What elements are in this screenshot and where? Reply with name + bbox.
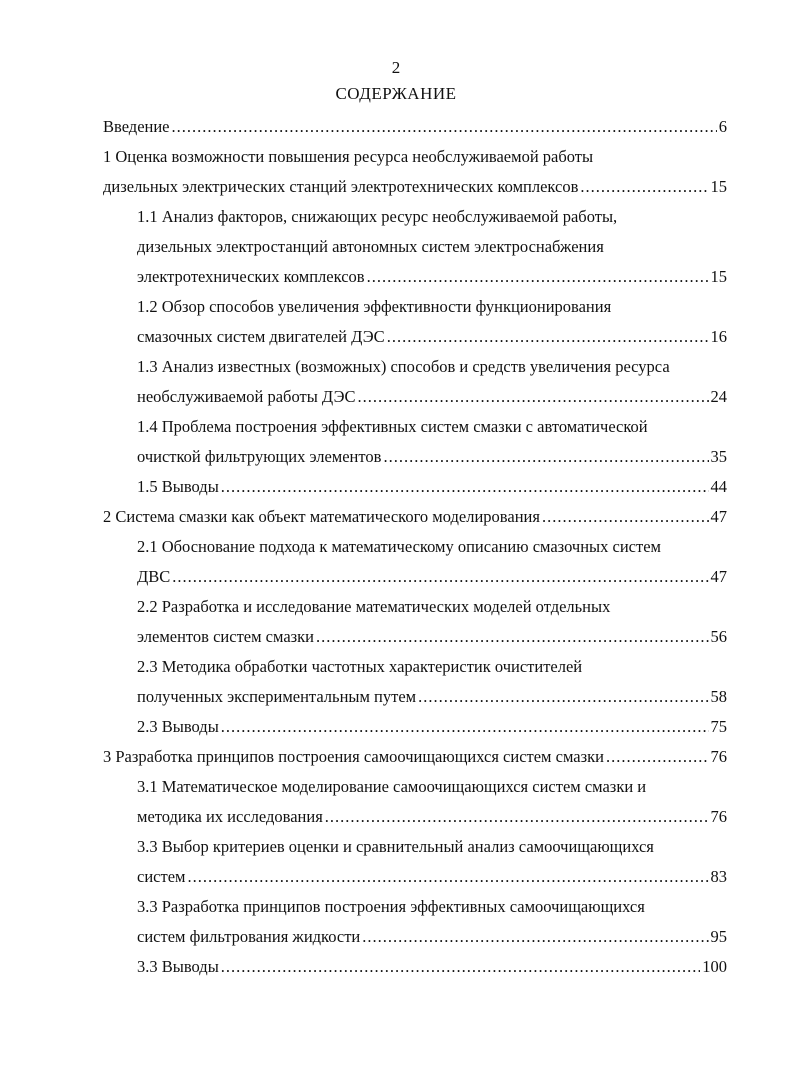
dot-leader bbox=[316, 622, 708, 652]
toc-entry-title: 2 Система смазки как объект математического моделирования bbox=[103, 507, 540, 526]
toc-entry-line: 2.3 Методика обработки частотных характеристик очистителей bbox=[137, 657, 583, 676]
toc-entry bbox=[0, 352, 792, 412]
toc-entry-last-line bbox=[0, 742, 727, 772]
toc-entry bbox=[0, 472, 792, 502]
toc-entry-title: систем bbox=[137, 867, 186, 886]
dot-leader bbox=[383, 442, 708, 472]
toc-entry-line: 2.2 Разработка и исследование математических моделей отдельных bbox=[137, 597, 611, 616]
dot-leader bbox=[542, 502, 709, 532]
dot-leader bbox=[606, 742, 709, 772]
toc-entry-title: смазочных систем двигателей ДЭС bbox=[137, 327, 385, 346]
toc-title: СОДЕРЖАНИЕ bbox=[335, 84, 457, 103]
toc-entry-last-line bbox=[0, 112, 727, 142]
toc-entry-last-line bbox=[0, 442, 727, 472]
dot-leader bbox=[362, 922, 708, 952]
toc-entry-line: 1.1 Анализ факторов, снижающих ресурс необслуживаемой работы, bbox=[137, 207, 618, 226]
toc-entry-line: 2.1 Обоснование подхода к математическому описанию смазочных систем bbox=[137, 537, 661, 556]
toc-entry bbox=[0, 742, 792, 772]
toc-entry-last-line bbox=[0, 262, 727, 292]
toc-page-number: 24 bbox=[710, 387, 727, 406]
toc-entry-line: 1.2 Обзор способов увеличения эффективности функционирования bbox=[137, 297, 612, 316]
toc-page-number: 16 bbox=[710, 327, 727, 346]
toc-entry-last-line bbox=[0, 952, 727, 982]
toc-entry-title: 3 Разработка принципов построения самоочищающихся систем смазки bbox=[103, 747, 604, 766]
dot-leader bbox=[387, 322, 709, 352]
toc-entry bbox=[0, 952, 792, 982]
toc-entry bbox=[0, 592, 792, 652]
toc-entry-line: 3.1 Математическое моделирование самоочищающихся систем смазки и bbox=[137, 777, 647, 796]
toc-entry bbox=[0, 412, 792, 472]
dot-leader bbox=[367, 262, 709, 292]
dot-leader bbox=[172, 562, 708, 592]
toc-entry-last-line bbox=[0, 802, 727, 832]
toc-entry-last-line bbox=[0, 562, 727, 592]
toc-entry-title: очисткой фильтрующих элементов bbox=[137, 447, 382, 466]
toc-entry-last-line bbox=[0, 172, 727, 202]
toc-entry-title: электротехнических комплексов bbox=[137, 267, 365, 286]
toc-entry-title: 1.5 Выводы bbox=[137, 477, 219, 496]
toc-entry-title: полученных экспериментальным путем bbox=[137, 687, 417, 706]
dot-leader bbox=[172, 112, 717, 142]
toc-entry-title: ДВС bbox=[137, 567, 171, 586]
toc-entry bbox=[0, 532, 792, 592]
toc-page-number: 75 bbox=[710, 717, 727, 736]
toc-entry-last-line bbox=[0, 502, 727, 532]
toc-page-number: 35 bbox=[710, 447, 727, 466]
toc-page-number: 83 bbox=[710, 867, 727, 886]
toc-entry-line: 1 Оценка возможности повышения ресурса необслуживаемой работы bbox=[103, 147, 594, 166]
toc-entry-title: методика их исследования bbox=[137, 807, 323, 826]
toc-entry bbox=[0, 112, 792, 142]
toc-entry bbox=[0, 712, 792, 742]
toc-entry-title: 3.3 Выводы bbox=[137, 957, 219, 976]
table-of-contents bbox=[0, 112, 792, 982]
toc-entry-last-line bbox=[0, 922, 727, 952]
toc-entry-last-line bbox=[0, 472, 727, 502]
toc-page-number: 44 bbox=[710, 477, 727, 496]
dot-leader bbox=[221, 712, 709, 742]
toc-page-number: 58 bbox=[710, 687, 727, 706]
toc-entry bbox=[0, 832, 792, 892]
toc-entry bbox=[0, 202, 792, 292]
toc-page-number: 56 bbox=[710, 627, 727, 646]
toc-page-number: 15 bbox=[710, 177, 727, 196]
dot-leader bbox=[187, 862, 708, 892]
toc-entry bbox=[0, 652, 792, 712]
toc-entry-last-line bbox=[0, 322, 727, 352]
toc-entry-title: элементов систем смазки bbox=[137, 627, 315, 646]
toc-page-number: 47 bbox=[710, 507, 727, 526]
toc-entry-last-line bbox=[0, 712, 727, 742]
page-number: 2 bbox=[391, 58, 401, 77]
toc-page-number: 100 bbox=[702, 957, 727, 976]
toc-entry bbox=[0, 142, 792, 202]
dot-leader bbox=[418, 682, 708, 712]
toc-entry-line: дизельных электростанций автономных систем электроснабжения bbox=[137, 237, 604, 256]
toc-entry-line: 1.4 Проблема построения эффективных систем смазки с автоматической bbox=[137, 417, 648, 436]
toc-page-number: 95 bbox=[710, 927, 727, 946]
toc-entry-last-line bbox=[0, 862, 727, 892]
toc-entry-title: Введение bbox=[103, 117, 170, 136]
toc-page-number: 47 bbox=[710, 567, 727, 586]
dot-leader bbox=[221, 952, 700, 982]
toc-entry-last-line bbox=[0, 382, 727, 412]
toc-entry-line: 1.3 Анализ известных (возможных) способов и средств увеличения ресурса bbox=[137, 357, 670, 376]
toc-entry bbox=[0, 772, 792, 832]
toc-entry-last-line bbox=[0, 682, 727, 712]
toc-entry-line: 3.3 Разработка принципов построения эффективных самоочищающихся bbox=[137, 897, 645, 916]
toc-entry-title: дизельных электрических станций электротехнических комплексов bbox=[103, 177, 579, 196]
toc-page-number: 76 bbox=[710, 747, 727, 766]
toc-entry-title: систем фильтрования жидкости bbox=[137, 927, 361, 946]
toc-entry bbox=[0, 892, 792, 952]
dot-leader bbox=[325, 802, 709, 832]
dot-leader bbox=[580, 172, 708, 202]
toc-entry-line: 3.3 Выбор критериев оценки и сравнительный анализ самоочищающихся bbox=[137, 837, 654, 856]
dot-leader bbox=[357, 382, 708, 412]
toc-entry-title: 2.3 Выводы bbox=[137, 717, 219, 736]
toc-entry bbox=[0, 502, 792, 532]
toc-entry bbox=[0, 292, 792, 352]
toc-entry-title: необслуживаемой работы ДЭС bbox=[137, 387, 356, 406]
toc-page-number: 76 bbox=[710, 807, 727, 826]
toc-entry-last-line bbox=[0, 622, 727, 652]
toc-page-number: 15 bbox=[710, 267, 727, 286]
dot-leader bbox=[221, 472, 709, 502]
toc-page-number: 6 bbox=[718, 117, 727, 136]
